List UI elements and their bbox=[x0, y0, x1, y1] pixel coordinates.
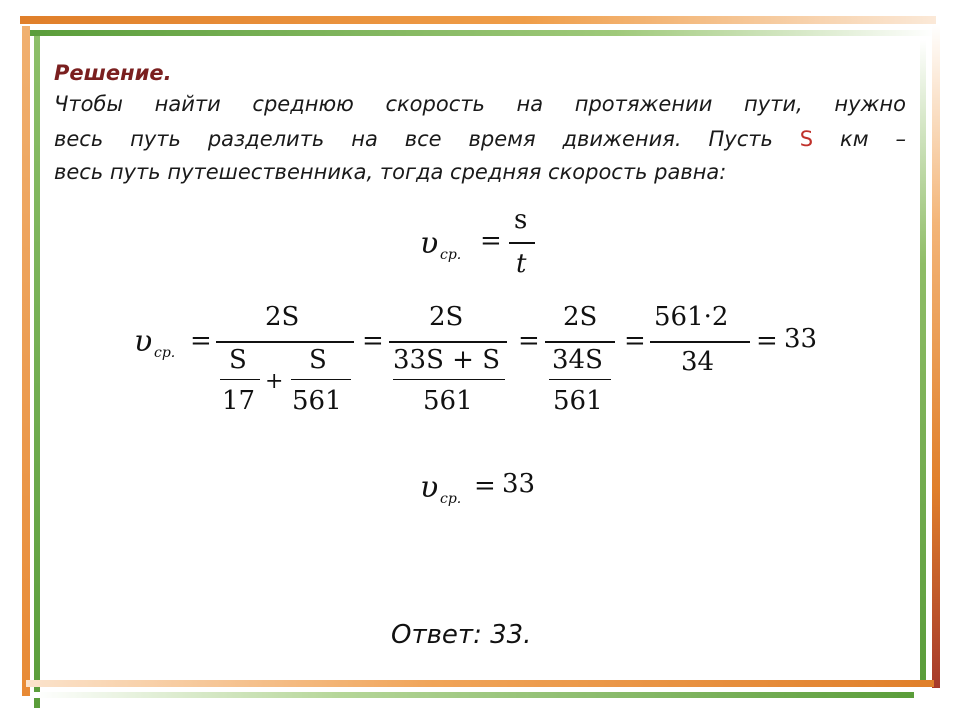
frac1-inner1-numerator: S bbox=[229, 345, 247, 375]
paragraph-line-1: Чтобы найти среднюю скорость на протяжении пути, нужно bbox=[54, 92, 906, 116]
frac4-numerator: 561·2 bbox=[654, 302, 729, 332]
answer-line: Ответ: 33. bbox=[391, 620, 532, 650]
frame-right-green-bar bbox=[920, 40, 926, 680]
frame-bottom-orange-bar bbox=[26, 680, 934, 687]
frac3-inner-bar bbox=[549, 379, 611, 380]
formula2-equals-5: = bbox=[756, 326, 778, 356]
paragraph-line-2-text: весь путь разделить на все время движения. Пусть bbox=[54, 127, 773, 151]
formula2-subscript: ср. bbox=[154, 345, 176, 361]
frac3-inner-numerator: 34S bbox=[552, 345, 603, 375]
frac3-main-bar bbox=[545, 341, 615, 343]
formula2-result: 33 bbox=[784, 324, 818, 354]
formula3-subscript: ср. bbox=[440, 491, 462, 507]
formula2-equals-3: = bbox=[518, 326, 540, 356]
distance-symbol: S bbox=[799, 127, 814, 151]
frac2-inner-numerator: 33S + S bbox=[393, 345, 501, 375]
frac4-main-bar bbox=[650, 341, 750, 343]
paragraph-line-3: весь путь путешественника, тогда средняя скорость равна: bbox=[54, 160, 727, 184]
frac2-inner-bar bbox=[393, 379, 505, 380]
frac3-numerator: 2S bbox=[563, 302, 598, 332]
frame-bottom-green-bar bbox=[34, 692, 914, 698]
paragraph-line-2 bbox=[54, 127, 906, 151]
frac2-main-bar bbox=[389, 341, 507, 343]
formula2-equals-2: = bbox=[362, 326, 384, 356]
formula1-equals: = bbox=[480, 226, 502, 256]
formula3-velocity-symbol: υ bbox=[420, 470, 439, 505]
frac2-inner-denominator: 561 bbox=[423, 386, 473, 416]
formula1-numerator: s bbox=[514, 205, 528, 235]
paragraph-line-2-unit: км – bbox=[840, 127, 906, 151]
formula1-velocity-symbol: υ bbox=[420, 226, 439, 261]
formula2-equals-4: = bbox=[624, 326, 646, 356]
frac1-numerator: 2S bbox=[265, 302, 300, 332]
frame-left-green-bar bbox=[34, 36, 40, 708]
frac1-inner2-denominator: 561 bbox=[292, 386, 342, 416]
formula1-subscript: ср. bbox=[440, 247, 462, 263]
formula3-value: 33 bbox=[502, 469, 536, 499]
formula3-equals: = bbox=[474, 471, 496, 501]
formula2-velocity-symbol: υ bbox=[134, 324, 153, 359]
frac3-inner-denominator: 561 bbox=[553, 386, 603, 416]
formula1-denominator: t bbox=[516, 249, 527, 279]
frac1-inner2-numerator: S bbox=[309, 345, 327, 375]
frac2-numerator: 2S bbox=[429, 302, 464, 332]
solution-heading: Решение. bbox=[54, 61, 172, 85]
frac1-plus: + bbox=[265, 369, 284, 394]
frame-top-green-bar bbox=[24, 30, 934, 36]
frame-top-orange-bar bbox=[20, 16, 936, 24]
formula2-equals-1: = bbox=[190, 326, 212, 356]
frame-right-orange-bar bbox=[932, 24, 940, 688]
frac1-main-bar bbox=[216, 341, 354, 343]
frame-left-orange-bar bbox=[22, 26, 30, 696]
frac1-inner1-bar bbox=[220, 379, 260, 380]
frac4-denominator: 34 bbox=[681, 347, 715, 377]
frac1-inner1-denominator: 17 bbox=[222, 386, 256, 416]
frac1-inner2-bar bbox=[291, 379, 351, 380]
formula1-fraction-bar bbox=[509, 242, 535, 244]
